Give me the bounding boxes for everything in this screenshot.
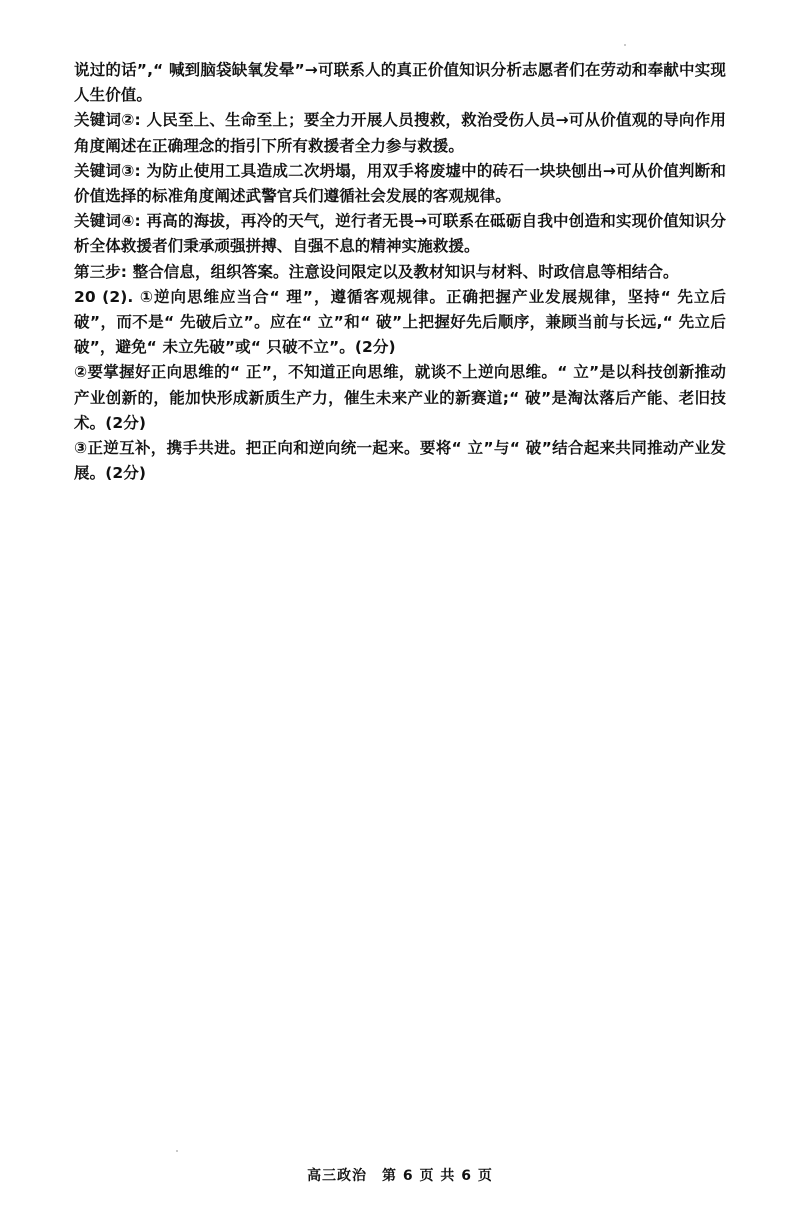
paragraph-answer-20-2-point-1: 20 (2). ①逆向思维应当合“ 理”，遵循客观规律。正确把握产业发展规律，坚持“ 先立后破”，而不是“ 先破后立”。应在“ 立”和“ 破”上把握好先后顺序，兼顾当前与长远,“ 先立后破”，避免“ 未立先破”或“ 只破不立”。(2分) — [74, 287, 726, 357]
paragraph-continuation: 说过的话”,“ 喊到脑袋缺氧发晕”→可联系人的真正价值知识分析志愿者们在劳动和奉献中实现人生价值。 — [74, 61, 726, 105]
paragraph-answer-20-2-point-2: ②要掌握好正向思维的“ 正”，不知道正向思维，就谈不上逆向思维。“ 立”是以科技创新推动产业创新的，能加快形成新质生产力，催生未来产业的新赛道;“ 破”是淘汰落后产能、老旧技术。(2分) — [74, 363, 726, 432]
answer-content — [74, 58, 726, 486]
paragraph-keyword-4: 关键词④: 再高的海拔，再冷的天气，逆行者无畏→可联系在砥砺自我中创造和实现价值知识分析全体救援者们秉承顽强拼搏、自强不息的精神实施救援。 — [74, 212, 726, 256]
paragraph-keyword-2: 关键词②: 人民至上、生命至上；要全力开展人员搜救，救治受伤人员→可从价值观的导向作用角度阐述在正确理念的指引下所有救援者全力参与救援。 — [74, 111, 726, 155]
paragraph-answer-20-2-point-3: ③正逆互补，携手共进。把正向和逆向统一起来。要将“ 立”与“ 破”结合起来共同推动产业发展。(2分) — [74, 439, 726, 483]
page-footer: 高三政治 第 6 页 共 6 页 — [307, 1168, 493, 1184]
scan-speck — [624, 44, 626, 46]
paragraph-keyword-3: 关键词③: 为防止使用工具造成二次坍塌，用双手将废墟中的砖石一块块刨出→可从价值判断和价值选择的标准角度阐述武警官兵们遵循社会发展的客观规律。 — [74, 161, 726, 206]
scan-speck — [176, 1150, 178, 1152]
paragraph-step-3: 第三步: 整合信息，组织答案。注意设问限定以及教材知识与材料、时政信息等相结合。 — [74, 262, 679, 281]
